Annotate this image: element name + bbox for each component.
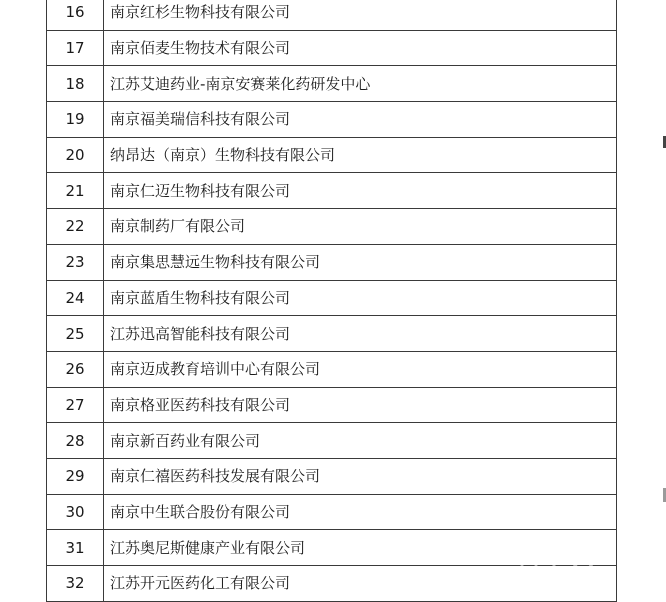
table-row bbox=[47, 244, 617, 280]
table-row bbox=[47, 387, 617, 423]
company-name-cell: 南京新百药业有限公司 bbox=[104, 423, 617, 459]
company-name-cell: 南京集思慧远生物科技有限公司 bbox=[104, 244, 617, 280]
row-number-cell: 26 bbox=[47, 351, 104, 387]
table-row bbox=[47, 280, 617, 316]
table-row bbox=[47, 30, 617, 66]
table-row bbox=[47, 351, 617, 387]
company-list-body bbox=[47, 0, 617, 601]
table-row bbox=[47, 0, 617, 30]
table-row bbox=[47, 102, 617, 138]
table-row bbox=[47, 530, 617, 566]
company-name-cell: 南京制药厂有限公司 bbox=[104, 209, 617, 245]
row-number-cell: 31 bbox=[47, 530, 104, 566]
row-number-cell: 19 bbox=[47, 102, 104, 138]
row-number-cell: 16 bbox=[47, 0, 104, 30]
company-name-cell: 江苏奥尼斯健康产业有限公司 bbox=[104, 530, 617, 566]
row-number-cell: 22 bbox=[47, 209, 104, 245]
row-number-cell: 18 bbox=[47, 66, 104, 102]
company-name-cell: 江苏迅高智能科技有限公司 bbox=[104, 316, 617, 352]
company-name-cell: 南京仁禧医药科技发展有限公司 bbox=[104, 458, 617, 494]
table-row bbox=[47, 66, 617, 102]
company-name-cell: 南京红杉生物科技有限公司 bbox=[104, 0, 617, 30]
company-name-cell: 南京仁迈生物科技有限公司 bbox=[104, 173, 617, 209]
row-number-cell: 30 bbox=[47, 494, 104, 530]
company-name-cell: 南京中生联合股份有限公司 bbox=[104, 494, 617, 530]
table-row bbox=[47, 423, 617, 459]
company-list-table bbox=[46, 0, 617, 602]
row-number-cell: 17 bbox=[47, 30, 104, 66]
company-name-cell: 南京蓝盾生物科技有限公司 bbox=[104, 280, 617, 316]
row-number-cell: 32 bbox=[47, 566, 104, 602]
company-name-cell: 南京佰麦生物技术有限公司 bbox=[104, 30, 617, 66]
row-number-cell: 27 bbox=[47, 387, 104, 423]
company-name-cell: 江苏艾迪药业-南京安赛莱化药研发中心 bbox=[104, 66, 617, 102]
row-number-cell: 28 bbox=[47, 423, 104, 459]
company-name-cell: 纳昂达（南京）生物科技有限公司 bbox=[104, 137, 617, 173]
company-name-cell: 南京福美瑞信科技有限公司 bbox=[104, 102, 617, 138]
row-number-cell: 24 bbox=[47, 280, 104, 316]
row-number-cell: 20 bbox=[47, 137, 104, 173]
table-row bbox=[47, 316, 617, 352]
table-row bbox=[47, 566, 617, 602]
company-name-cell: 江苏开元医药化工有限公司 bbox=[104, 566, 617, 602]
table-row bbox=[47, 494, 617, 530]
row-number-cell: 25 bbox=[47, 316, 104, 352]
company-name-cell: 南京迈成教育培训中心有限公司 bbox=[104, 351, 617, 387]
table-row bbox=[47, 173, 617, 209]
company-name-cell: 南京格亚医药科技有限公司 bbox=[104, 387, 617, 423]
row-number-cell: 23 bbox=[47, 244, 104, 280]
table-row bbox=[47, 137, 617, 173]
row-number-cell: 29 bbox=[47, 458, 104, 494]
table-row bbox=[47, 458, 617, 494]
row-number-cell: 21 bbox=[47, 173, 104, 209]
table-row bbox=[47, 209, 617, 245]
